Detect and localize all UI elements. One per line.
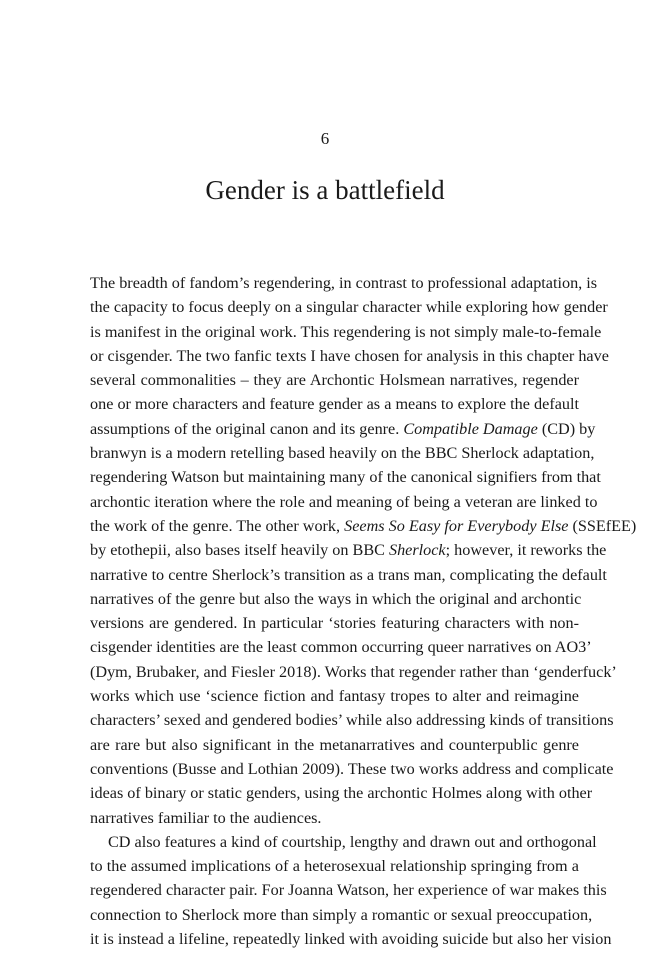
text-span: connection to Sherlock more than simply a romantic or sexual preoccupation, [90,905,593,924]
text-line [90,295,608,319]
text-line [90,344,609,368]
text-line [90,635,592,659]
text-line [90,538,607,562]
text-span: regendering Watson but maintaining many of the canonical signifiers from that [90,468,601,487]
text-line [90,903,593,927]
text-line [90,733,579,757]
text-span: ; however, it reworks the [445,541,607,560]
text-span: branwyn is a modern retelling based heavily on the BBC Sherlock adaptation, [90,444,595,463]
text-line [90,854,579,878]
text-span: (Dym, Brubaker, and Fiesler 2018). Works that regender rather than ‘genderfuck’ [90,662,617,681]
text-line [90,441,595,465]
text-line [90,587,582,611]
text-span: is manifest in the original work. This regendering is not simply male-to-female [90,322,602,341]
text-line [90,708,614,732]
text-span: ideas of binary or static genders, using the archontic Holmes along with other [90,784,593,803]
text-span: or cisgender. The two fanfic texts I have chosen for analysis in this chapter have [90,346,609,365]
text-line [90,465,601,489]
text-span: (CD) by [537,419,596,438]
text-span: assumptions of the original canon and its genre. [90,419,404,438]
text-span: by etothepii, also bases itself heavily on BBC [90,541,389,560]
text-span: are rare but also significant in the metanarratives and counterpublic genre [90,735,579,754]
text-line [90,490,598,514]
text-span: works which use ‘science fiction and fantasy tropes to alter and reimagine [90,687,579,706]
text-line [90,392,579,416]
text-span: regendered character pair. For Joanna Watson, her experience of war makes this [90,881,607,900]
text-span: the work of the genre. The other work, [90,516,345,535]
text-span: versions are gendered. In particular ‘stories featuring characters with non- [90,614,579,633]
text-line [90,563,607,587]
text-span: archontic iteration where the role and meaning of being a veteran are linked to [90,492,598,511]
chapter-title: Gender is a battlefield [205,175,445,205]
text-span: to the assumed implications of a heterosexual relationship springing from a [90,857,579,876]
text-span: several commonalities – they are Archontic Holsmean narratives, regender [90,371,579,390]
text-line [90,417,596,441]
text-span: narratives familiar to the audiences. [90,808,322,827]
text-line [90,757,614,781]
text-span: cisgender identities are the least common occurring queer narratives on AO3’ [90,638,592,657]
text-line [90,878,607,902]
body-text [90,271,637,951]
text-line [90,611,579,635]
text-span: (SSEfEE) [568,516,637,535]
text-line [90,830,597,854]
text-line [90,514,637,538]
text-line [90,368,579,392]
text-span: the capacity to focus deeply on a singular character while exploring how gender [90,298,608,317]
text-span: it is instead a lifeline, repeatedly linked with avoiding suicide but also her vision [90,930,612,949]
text-line [90,927,612,951]
text-line [90,660,617,684]
text-line [90,806,579,830]
italic-text: Sherlock [388,541,446,560]
text-span: one or more characters and feature gender as a means to explore the default [90,395,579,414]
text-span: narrative to centre Sherlock’s transition as a trans man, complicating the default [90,565,607,584]
chapter-number: 6 [320,129,330,148]
text-span: conventions (Busse and Lothian 2009). These two works address and complicate [90,759,614,778]
text-line [90,271,598,295]
text-span: characters’ sexed and gendered bodies’ while also addressing kinds of transitions [90,711,614,730]
italic-text: Seems So Easy for Everybody Else [344,516,569,535]
text-line [90,684,579,708]
text-line [90,781,593,805]
text-line [90,320,602,344]
text-span: narratives of the genre but also the ways in which the original and archontic [90,589,582,608]
text-span: The breadth of fandom’s regendering, in contrast to professional adaptation, is [90,274,598,292]
text-span: CD also features a kind of courtship, lengthy and drawn out and orthogonal [108,832,597,851]
italic-text: Compatible Damage [403,419,538,438]
